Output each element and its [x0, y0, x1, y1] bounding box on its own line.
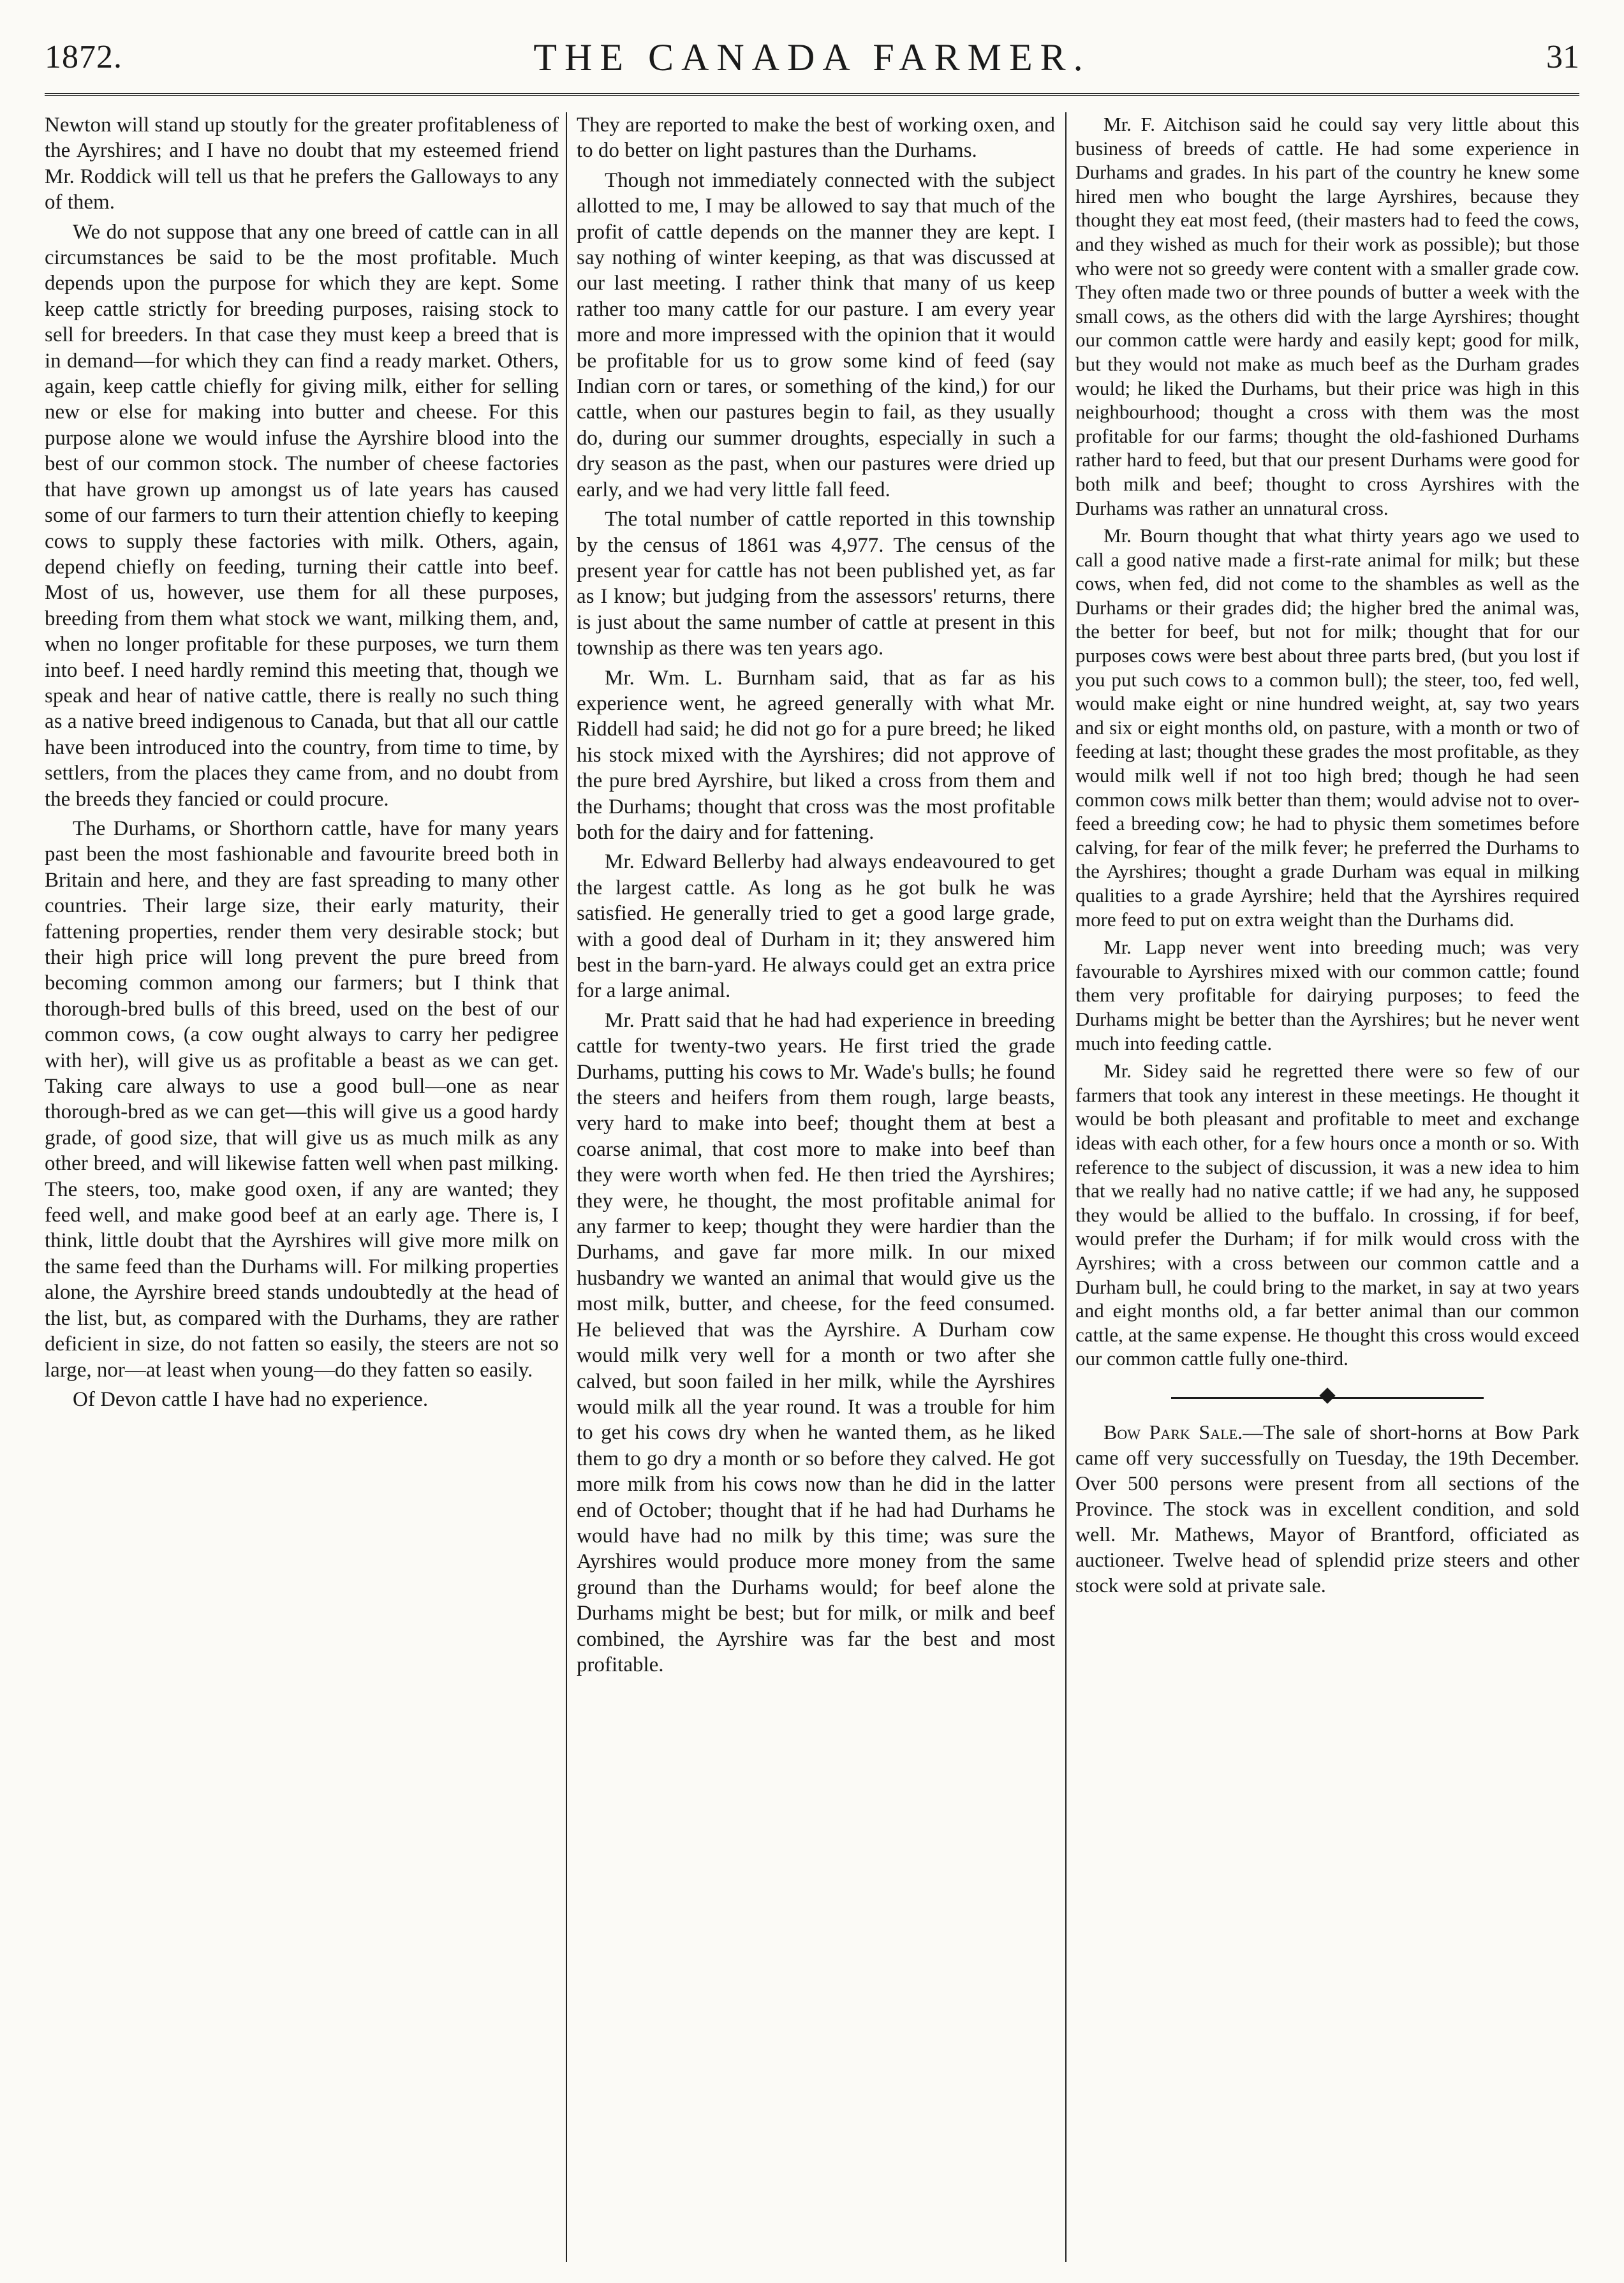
news-item-bow-park-sale [1075, 1419, 1579, 1598]
header-rule [45, 93, 1579, 96]
paragraph: Mr. Edward Bellerby had always endeavoured to get the largest cattle. As long as he got bulk he was satisfied. He generally tried to get a good large grade, with a good deal of Durham in it; they answered him best in the barn-yard. He always could get an extra price for a large animal. [577, 850, 1055, 1003]
paragraph: The total number of cattle reported in this township by the census of 1861 was 4,977. The census of the present year for cattle has not been published yet, as far as I know; but judging from the assessors' returns, there is just about the same number of cattle at present in this township as there was ten years ago. [577, 508, 1055, 660]
column-3 [1075, 112, 1579, 2262]
paragraph: Mr. F. Aitchison said he could say very little about this business of breeds of cattle. He had some experience in Durhams and grades. In his part of the country he knew some hired men who bought the large Ayrshires, because they thought they eat most feed, (their masters had to feed the cows, and they wished as much for their work as possible); but those who were not so greedy were content with a smaller grade cow. They often made two or three pounds of butter a week with the small cows, as the others did with the large Ayrshires; thought our common cattle were hardy and easily kept; good for milk, but they would not make as much beef as the Durham grades would; he liked the Durhams, but their price was high in this neighbourhood; thought a cross with them was the most profitable for our farms; thought the old-fashioned Durhams rather hard to feed, but that our present Durhams were good for both milk and beef; thought to cross Ayrshires with the Durhams was rather an unnatural cross. [1075, 113, 1579, 519]
paragraph: Though not immediately connected with the subject allotted to me, I may be allowed to say that much of the profit of cattle depends on the manner they are kept. I say nothing of winter keeping, as that was discussed at our last meeting. I rather think that many of us keep rather too many cattle for our pasture. I am every year more and more impressed with the opinion that it would be profitable for us to grow some kind of feed (say Indian corn or tares, or something of the kind,) for our cattle, when our pastures begin to fail, as they usually do, during our summer droughts, especially in such a dry season as the past, when our pastures were dried up early, and we had very little fall feed. [577, 168, 1055, 501]
paragraph: We do not suppose that any one breed of cattle can in all circumstances be said to be the most profitable. Much depends upon the purpose for which they are kept. Some keep cattle strictly for breeding purposes, raising stock to sell for breeders. In that case they must keep a breed that is in demand—for which they can find a ready market. Others, again, keep cattle chiefly for giving milk, either for selling new or else for making into butter and cheese. For this purpose alone we would infuse the Ayrshire blood into the best of our common stock. The number of cheese factories that have grown up amongst us of late years has caused some of our farmers to turn their attention chiefly to keeping cows to supply these factories with milk. Others, again, depend chiefly on feeding, turning their cattle into beef. Most of us, however, use them for all these purposes, breeding from them what stock we want, milking them, and, when no longer profitable for these purposes, we turn them into beef. I need hardly remind this meeting that, though we speak and hear of native cattle, there is really no such thing as a native breed indigenous to Canada, but that all our cattle have been introduced into the country, from time to time, by settlers, from the places they came from, and no doubt from the breeds they fancied or could procure. [45, 220, 559, 811]
header-year: 1872. [45, 39, 122, 75]
news-body: —The sale of short-horns at Bow Park came off very successfully on Tuesday, the 19th December. Over 500 persons were present from all sections of the Province. The stock was in excellent condition, and sold well. Mr. Mathews, Mayor of Brantford, officiated as auctioneer. Twelve head of splendid prize steers and other stock were sold at private sale. [1075, 1420, 1579, 1597]
column-divider [1065, 112, 1067, 2262]
column-1 [45, 112, 559, 2262]
page-number: 31 [1546, 39, 1579, 75]
section-ornament [1075, 1390, 1579, 1405]
page-header [45, 31, 1579, 82]
paragraph: They are reported to make the best of working oxen, and to do better on light pastures than the Durhams. [577, 114, 1055, 163]
column-2 [577, 112, 1055, 2262]
column-divider [566, 112, 567, 2262]
diamond-icon [1319, 1387, 1335, 1403]
paragraph: Mr. Pratt said that he had had experience in breeding cattle for twenty-two years. He first tried the grade Durhams, putting his cows to Mr. Wade's bulls; he found the steers and heifers from them rough, large beasts, very hard to make into beef; thought them at best a coarse animal, that cost more to make into beef than they were worth when fed. He then tried the Ayrshires; they were, he thought, the most profitable animal for any farmer to keep; thought they were hardier than the Durhams, and gave far more milk. In our mixed husbandry we wanted an animal that would give us the most milk, butter, and cheese, for the feed consumed. He believed that was the Ayrshire. A Durham cow would milk very well for a month or two after she calved, but soon failed in her milk, while the Ayrshires would milk all the year round. It was a trouble for him to get his cows dry when he wanted them, as he liked them to go dry a month or so before they calved. He got more milk from his cows now than he did in the latter end of October; thought that if he had had Durhams he would have had no milk by this time; was sure the Ayrshires would produce more money from the same ground than the Durhams would; for beef alone the Durhams might be best; but for milk, or milk and beef combined, the Ayrshire was far the best and most profitable. [577, 1009, 1055, 1676]
paragraph: Mr. Lapp never went into breeding much; was very favourable to Ayrshires mixed with our common cattle; found them very profitable for dairying purposes; to feed the Durhams might be better than the Ayrshires; but he never went much into feeding cattle. [1075, 936, 1579, 1054]
paragraph: Mr. Bourn thought that what thirty years ago we used to call a good native made a first-rate animal for milk; but these cows, when fed, did not come to the shambles as well as the Durhams or their grades did; the higher bred the animal was, the better for beef, but not for milk; thought that for our purposes cows were best about three parts bred, (but you lost if you put such cows to a common bull); the steer, too, fed well, would make eight or nine hundred weight, at, say two years and six or eight months old, on pasture, with a month or two of feeding at last; thought these grades the most profitable, as they would milk well if not too high bred; though he had seen common cows milk better than them; would advise not to over-feed a breeding cow; he had to physic them sometimes before calving, for fear of the milk fever; he preferred the Durhams to the Ayrshires; thought a grade Durham was equal in milking qualities to a grade Ayrshire; held that the Ayrshires required more feed to put on extra weight than the Durhams did. [1075, 524, 1579, 931]
news-lead: Bow Park Sale. [1104, 1420, 1243, 1444]
paragraph: Mr. Sidey said he regretted there were so few of our farmers that took any interest in these meetings. He thought it would be both pleasant and profitable to meet and exchange ideas with each other, for a few hours once a month or so. With reference to the subject of discussion, it was a new idea to him that we really had no native cattle; if we had any, he supposed they would be allied to the buffalo. In crossing, if for beef, would prefer the Durham; if for milk would cross with the Ayrshires; with a cross between our common cattle and a Durham bull, he could bring to the market, in say at two years and eight months old, a far better animal than our common cattle, at the same expense. He thought this cross would exceed our common cattle fully one-third. [1075, 1060, 1579, 1370]
paragraph: Newton will stand up stoutly for the greater profitableness of the Ayrshires; and I have no doubt that my esteemed friend Mr. Roddick will tell us that he prefers the Galloways to any of them. [45, 114, 559, 214]
paragraph: Mr. Wm. L. Burnham said, that as far as his experience went, he agreed generally with what Mr. Riddell had said; he did not go for a pure breed; he liked his stock mixed with the Ayrshires; did not approve of the pure bred Ayrshire, but liked a cross from them and the Durhams; thought that cross was the most profitable both for the dairy and for fattening. [577, 666, 1055, 844]
paragraph: Of Devon cattle I have had no experience. [73, 1387, 429, 1411]
paragraph: The Durhams, or Shorthorn cattle, have for many years past been the most fashionable and favourite breed both in Britain and here, and they are fast spreading to many other countries. Their large size, their early maturity, their fattening properties, render them very desirable stock; but their high price will long prevent the pure breed from becoming common among our farmers; but I think that thorough-bred bulls of this breed, used on the best of our common cows, (a cow ought always to carry her pedigree with her), will give us as profitable a beast as we can get. Taking care always to use a good bull—one as near thorough-bred as we can get—this will give us a good hardy grade, of good size, that will give us as much milk as any other breed, and will likewise fatten well when past milking. The steers, too, make good oxen, if any are wanted; they feed well, and make good beef at an early age. There is, I think, little doubt that the Ayrshires will give more milk on the same feed than the Durhams will. For milking properties alone, the Ayrshire breed stands undoubtedly at the head of the list, but, as compared with the Durhams, they are rather deficient in size, do not fatten so easily, the steers are not so large, nor—at least when young—do they fatten so easily. [45, 816, 559, 1382]
masthead-title: THE CANADA FARMER. [533, 36, 1091, 78]
